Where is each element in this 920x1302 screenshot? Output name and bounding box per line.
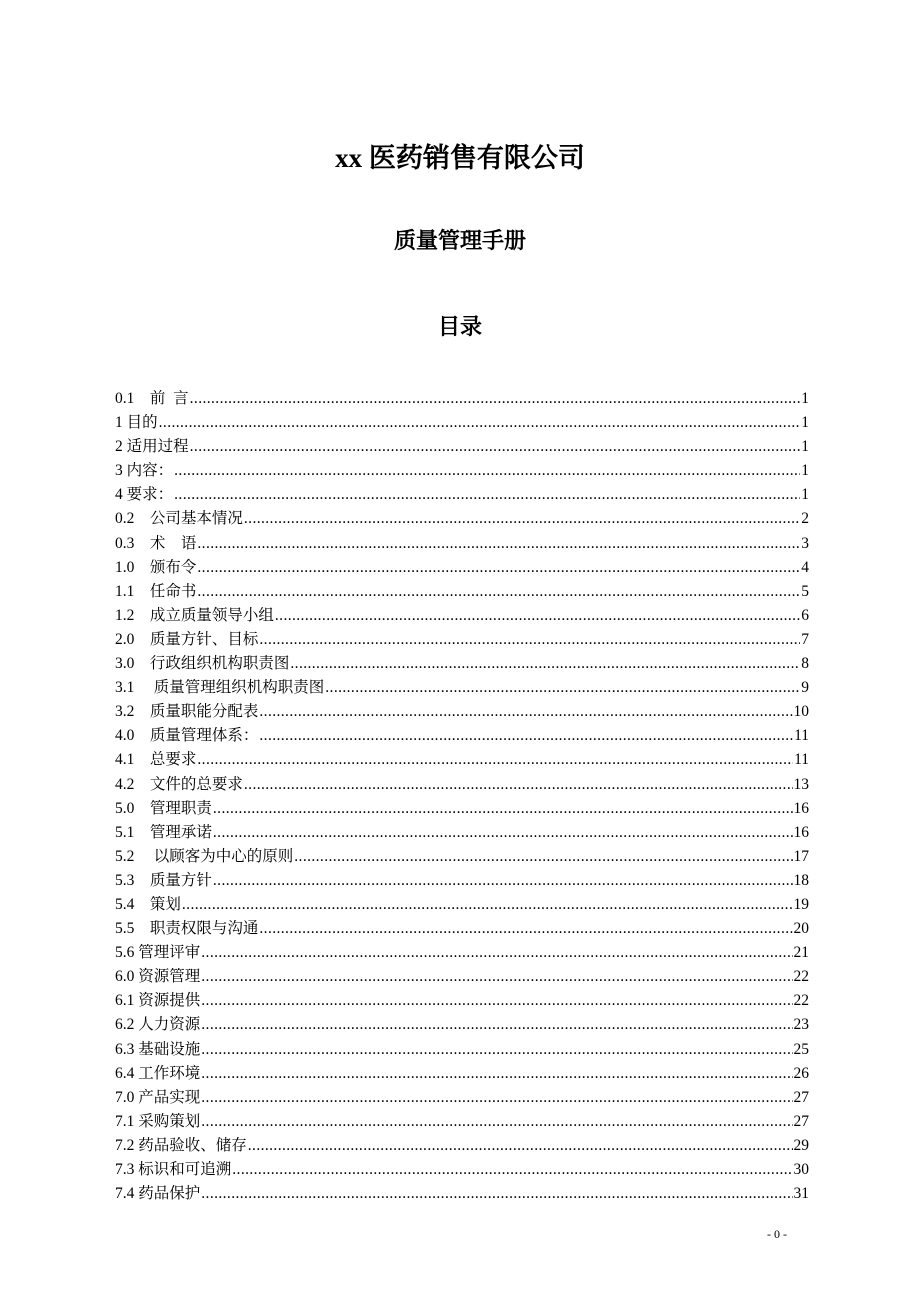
toc-entry-number: 0.2 (115, 510, 135, 528)
toc-entry-page: 4 (801, 558, 809, 576)
toc-entry-number: 0.3 (115, 534, 135, 552)
toc-entry[interactable] (115, 989, 809, 1013)
toc-entry-title: 总要求 (149, 751, 197, 769)
toc-entry-number: 4.2 (115, 775, 135, 793)
toc-entry-title: 工作环境 (138, 1064, 201, 1082)
toc-entry-page: 29 (793, 1136, 809, 1154)
toc-dot-leader (213, 821, 793, 845)
toc-entry[interactable] (115, 1110, 809, 1134)
toc-entry-number: 5.6 (115, 944, 135, 962)
toc-entry-title: 药品保护 (138, 1185, 201, 1203)
toc-entry-number: 3 (115, 462, 123, 480)
toc-entry-page: 2 (801, 510, 809, 528)
toc-entry-spacer (134, 652, 150, 676)
toc-entry-page: 18 (793, 871, 809, 889)
toc-entry-title: 质量职能分配表 (149, 703, 259, 721)
toc-entry-page: 22 (793, 992, 809, 1010)
toc-dot-leader (325, 676, 800, 700)
toc-entry-number: 3.0 (115, 655, 135, 673)
toc-entry-spacer (134, 917, 150, 941)
toc-entry-spacer (134, 893, 150, 917)
toc-dot-leader (259, 917, 792, 941)
toc-entry-page: 16 (793, 799, 809, 817)
toc-entry-title: 内容： (126, 462, 174, 480)
toc-dot-leader (182, 893, 793, 917)
toc-entry-spacer (134, 869, 150, 893)
toc-entry-number: 4.0 (115, 727, 135, 745)
toc-entry-title: 质量方针、目标 (149, 630, 259, 648)
toc-entry-page: 7 (801, 630, 809, 648)
toc-entry[interactable] (115, 411, 809, 435)
toc-dot-leader (275, 604, 800, 628)
toc-entry-title: 适用过程 (126, 438, 189, 456)
toc-dot-leader (201, 1110, 792, 1134)
toc-entry[interactable] (115, 917, 809, 941)
toc-entry[interactable] (115, 965, 809, 989)
toc-entry[interactable] (115, 387, 809, 411)
table-of-contents (115, 387, 809, 1206)
toc-entry-spacer (134, 580, 150, 604)
toc-entry-title: 前 言 (149, 390, 189, 407)
toc-entry-title: 资源提供 (138, 992, 201, 1010)
toc-entry[interactable] (115, 483, 809, 507)
toc-entry[interactable] (115, 459, 809, 483)
toc-entry-page: 30 (793, 1161, 809, 1178)
toc-entry-number: 6.4 (115, 1064, 135, 1082)
toc-entry-page: 10 (793, 703, 809, 721)
toc-dot-leader (197, 556, 800, 580)
toc-dot-leader (201, 989, 792, 1013)
toc-entry-page: 27 (793, 1112, 809, 1130)
toc-entry-number: 1.1 (115, 582, 135, 600)
toc-dot-leader (174, 459, 800, 483)
toc-dot-leader (201, 965, 792, 989)
toc-entry-number: 1.2 (115, 606, 135, 624)
toc-entry-spacer (134, 387, 150, 411)
toc-entry-number: 3.2 (115, 703, 135, 721)
toc-entry-number: 6.2 (115, 1016, 135, 1034)
toc-entry-spacer (134, 724, 150, 748)
toc-entry-number: 7.1 (115, 1112, 135, 1130)
toc-entry-spacer (134, 821, 150, 845)
toc-entry-title: 公司基本情况 (149, 510, 243, 528)
toc-entry-number: 5.1 (115, 823, 135, 841)
toc-entry[interactable] (115, 628, 809, 652)
toc-entry[interactable] (115, 1158, 809, 1182)
toc-entry-title: 成立质量领导小组 (149, 606, 274, 624)
toc-entry[interactable] (115, 1182, 809, 1206)
toc-entry-page: 6 (801, 606, 809, 624)
toc-entry[interactable] (115, 773, 809, 797)
toc-entry-page: 16 (793, 823, 809, 841)
toc-entry-page: 3 (801, 534, 809, 552)
toc-dot-leader (197, 532, 800, 556)
toc-dot-leader (290, 652, 800, 676)
toc-entry-number: 2 (115, 438, 123, 456)
toc-entry-number: 5.4 (115, 895, 135, 913)
toc-entry[interactable] (115, 580, 809, 604)
toc-entry[interactable] (115, 797, 809, 821)
toc-entry[interactable] (115, 1038, 809, 1062)
toc-dot-leader (197, 748, 793, 772)
toc-dot-leader (201, 1062, 792, 1086)
toc-entry-number: 7.0 (115, 1088, 135, 1106)
toc-entry-title: 质量方针 (149, 871, 212, 889)
toc-entry-title: 资源管理 (138, 968, 201, 986)
page-number: - 0 - (767, 1227, 787, 1241)
toc-dot-leader (213, 797, 793, 821)
toc-dot-leader (197, 580, 800, 604)
toc-entry-number: 2.0 (115, 630, 135, 648)
toc-entry-title: 术 语 (149, 534, 197, 552)
toc-dot-leader (201, 941, 792, 965)
toc-entry-page: 1 (801, 486, 809, 504)
toc-entry[interactable] (115, 604, 809, 628)
toc-entry-number: 6.3 (115, 1040, 135, 1058)
toc-dot-leader (201, 1182, 792, 1206)
toc-entry-number: 4.1 (115, 751, 135, 769)
toc-entry-page: 22 (793, 968, 809, 986)
toc-entry-number: 0.1 (115, 390, 135, 407)
toc-entry-number: 7.2 (115, 1136, 135, 1154)
toc-entry-spacer (134, 676, 153, 700)
toc-entry-page: 21 (793, 944, 809, 962)
toc-entry[interactable] (115, 507, 809, 531)
toc-entry-title: 产品实现 (138, 1088, 201, 1106)
toc-dot-leader (232, 1158, 792, 1182)
toc-entry[interactable] (115, 700, 809, 724)
toc-dot-leader (259, 700, 792, 724)
toc-entry-page: 25 (793, 1040, 809, 1058)
toc-entry-page: 17 (793, 847, 809, 865)
toc-entry-title: 职责权限与沟通 (149, 920, 259, 938)
toc-entry-spacer (134, 797, 150, 821)
toc-entry-spacer (134, 845, 153, 869)
toc-entry-title: 管理评审 (138, 944, 201, 962)
toc-entry-title: 行政组织机构职责图 (149, 655, 290, 673)
toc-dot-leader (159, 411, 801, 435)
toc-entry-title: 管理承诺 (149, 823, 212, 841)
toc-entry-title: 药品验收、储存 (138, 1136, 247, 1154)
company-name: xx 医药销售有限公司 (335, 143, 585, 173)
toc-entry[interactable] (115, 652, 809, 676)
toc-entry-title: 文件的总要求 (149, 775, 243, 793)
toc-entry[interactable] (115, 941, 809, 965)
toc-entry-title: 要求： (126, 486, 174, 504)
manual-title: 质量管理手册 (393, 228, 526, 253)
toc-entry-page: 31 (793, 1185, 809, 1203)
toc-entry-page: 9 (801, 679, 809, 697)
toc-dot-leader (190, 387, 801, 411)
toc-entry-page: 20 (793, 920, 809, 938)
toc-dot-leader (248, 1134, 793, 1158)
toc-dot-leader (213, 869, 793, 893)
toc-entry-page: 13 (793, 775, 809, 793)
toc-entry-number: 5.2 (115, 847, 135, 865)
toc-entry-spacer (134, 507, 150, 531)
toc-entry-spacer (134, 556, 150, 580)
toc-entry-title: 基础设施 (138, 1040, 201, 1058)
toc-entry-spacer (134, 628, 150, 652)
toc-entry-title: 质量管理组织机构职责图 (153, 679, 325, 697)
toc-entry[interactable] (115, 1086, 809, 1110)
toc-entry-title: 颁布令 (149, 558, 197, 576)
toc-dot-leader (174, 483, 800, 507)
toc-entry-page: 5 (801, 582, 809, 600)
toc-entry-title: 采购策划 (138, 1112, 201, 1130)
toc-entry-title: 策划 (149, 895, 181, 913)
toc-heading: 目录 (437, 314, 482, 339)
toc-dot-leader (244, 773, 793, 797)
toc-entry[interactable] (115, 821, 809, 845)
toc-entry[interactable] (115, 532, 809, 556)
toc-entry-number: 7.3 (115, 1161, 135, 1178)
toc-entry-title: 任命书 (149, 582, 197, 600)
toc-entry-page: 19 (793, 895, 809, 913)
toc-entry-spacer (134, 532, 150, 556)
toc-entry-number: 3.1 (115, 679, 135, 697)
toc-entry-title: 目的 (126, 414, 158, 432)
toc-entry-number: 1 (115, 414, 123, 432)
toc-dot-leader (259, 724, 793, 748)
toc-entry-number: 4 (115, 486, 123, 504)
toc-entry-page: 1 (801, 462, 809, 480)
toc-entry[interactable] (115, 1062, 809, 1086)
toc-entry-spacer (134, 773, 150, 797)
toc-entry-page: 1 (801, 414, 809, 432)
toc-entry-number: 5.0 (115, 799, 135, 817)
toc-entry[interactable] (115, 845, 809, 869)
toc-dot-leader (190, 435, 801, 459)
toc-entry-spacer (134, 748, 150, 772)
toc-dot-leader (201, 1013, 792, 1037)
toc-entry-page: 11 (794, 751, 809, 769)
toc-entry-spacer (134, 604, 150, 628)
toc-dot-leader (244, 507, 800, 531)
toc-entry-page: 23 (793, 1016, 809, 1034)
toc-entry-page: 1 (801, 390, 809, 407)
toc-entry[interactable] (115, 869, 809, 893)
toc-entry-number: 5.3 (115, 871, 135, 889)
toc-entry[interactable] (115, 676, 809, 700)
toc-entry-title: 质量管理体系： (149, 727, 259, 745)
toc-entry-title: 管理职责 (149, 799, 212, 817)
toc-entry[interactable] (115, 1134, 809, 1158)
toc-entry-title: 人力资源 (138, 1016, 201, 1034)
toc-entry-page: 27 (793, 1088, 809, 1106)
toc-entry-title: 标识和可追溯 (138, 1161, 232, 1178)
toc-entry-number: 5.5 (115, 920, 135, 938)
toc-entry-number: 6.0 (115, 968, 135, 986)
toc-entry-page: 11 (794, 727, 809, 745)
toc-dot-leader (259, 628, 800, 652)
toc-dot-leader (201, 1038, 792, 1062)
toc-entry[interactable] (115, 556, 809, 580)
toc-entry[interactable] (115, 435, 809, 459)
toc-entry-number: 1.0 (115, 558, 135, 576)
toc-entry-spacer (134, 700, 150, 724)
toc-entry-page: 8 (801, 655, 809, 673)
toc-dot-leader (201, 1086, 792, 1110)
toc-entry[interactable] (115, 1013, 809, 1037)
toc-entry-number: 7.4 (115, 1185, 135, 1203)
toc-entry-page: 1 (801, 438, 809, 456)
toc-entry[interactable] (115, 893, 809, 917)
toc-entry-title: 以顾客为中心的原则 (153, 847, 294, 865)
toc-entry[interactable] (115, 748, 809, 772)
toc-dot-leader (294, 845, 792, 869)
toc-entry-number: 6.1 (115, 992, 135, 1010)
toc-entry[interactable] (115, 724, 809, 748)
toc-entry-page: 26 (793, 1064, 809, 1082)
